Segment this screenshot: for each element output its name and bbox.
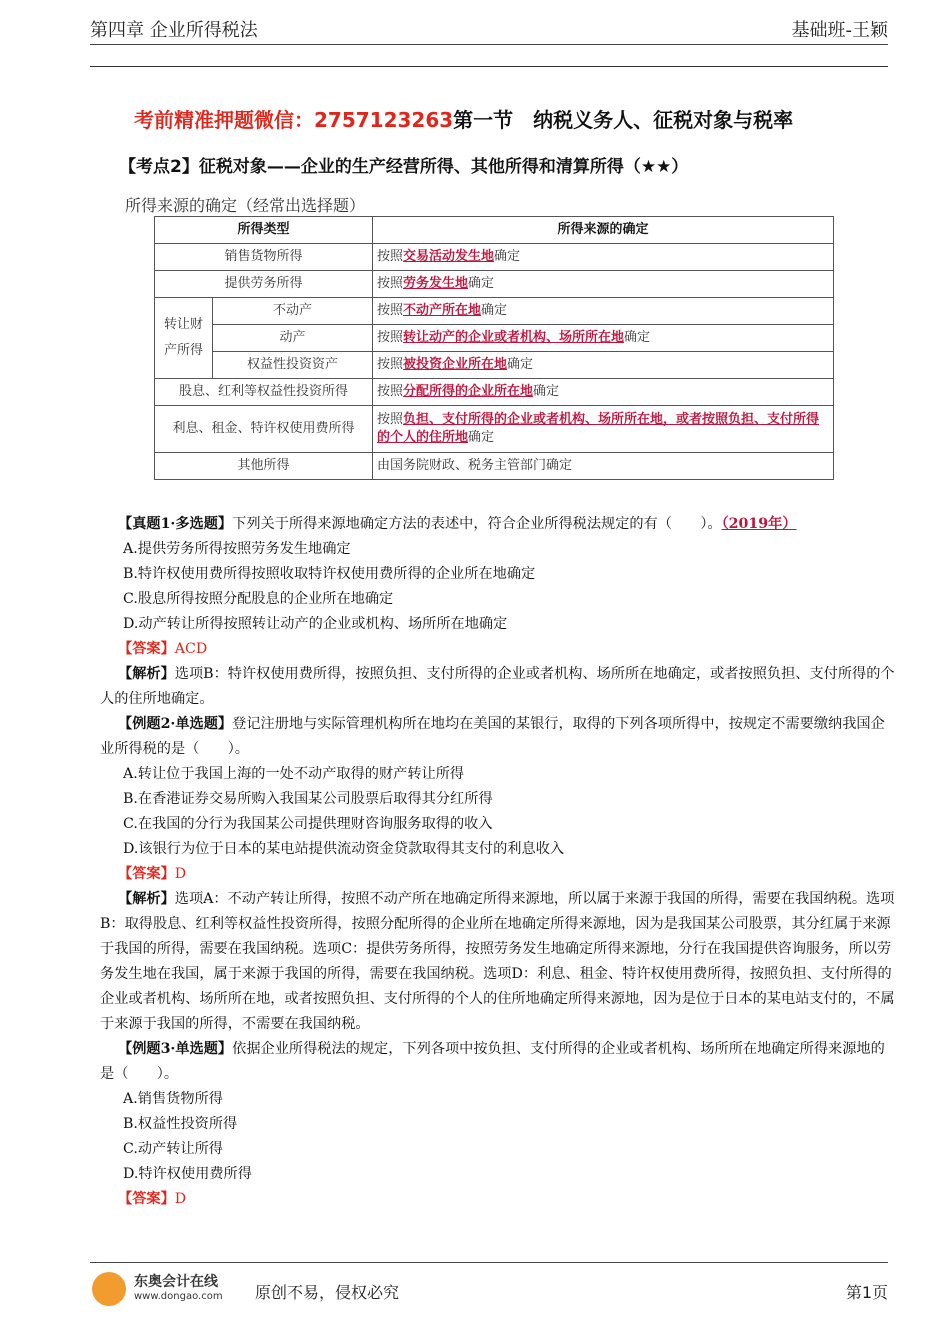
table-row — [155, 379, 834, 406]
transfer-group-label: 转让财产所得 — [155, 298, 213, 379]
income-type: 提供劳务所得 — [155, 271, 373, 298]
option: C.动产转让所得 — [123, 1141, 223, 1157]
table-caption: 所得来源的确定（经常出选择题） — [125, 196, 366, 215]
answer: 【答案】D — [118, 1191, 187, 1207]
promo-text: 考前精准押题微信：2757123263 — [134, 108, 454, 132]
option: D.动产转让所得按照转让动产的企业或机构、场所所在地确定 — [123, 616, 508, 632]
table-row — [155, 453, 834, 480]
questions-section — [100, 512, 896, 1212]
source-rule: 按照被投资企业所在地确定 — [373, 352, 834, 379]
source-rule: 按照转让动产的企业或者机构、场所所在地确定 — [373, 325, 834, 352]
explanation: 【解析】选项A：不动产转让所得，按照不动产所在地确定所得来源地，所以属于来源于我国的所得，需要在我国纳税。选项B：取得股息、红利等权益性投资所得，按照分配所得的企业所在地确定所得来源地，因为是我国某公司股票，其分红属于来源于我国的所得，需要在我国纳税。选项C：提供劳务所得，按照劳务发生地确定所得来源地，分行在我国提供咨询服务，所以劳务发生地在我国，属于来源于我国的所得，需要在我国纳税。选项D：利息、租金、特许权使用费所得，按照负担、支付所得的企业或者机构、场所所在地，或者按照负担、支付所得的个人的住所地确定所得来源地，因为是位于日本的某电站支付的，不属于来源于我国的所得，不需要在我国纳税。 — [100, 891, 895, 1032]
source-rule: 按照交易活动发生地确定 — [373, 244, 834, 271]
answer: 【答案】ACD — [118, 641, 208, 657]
income-type: 销售货物所得 — [155, 244, 373, 271]
section-title — [134, 104, 793, 133]
income-type: 不动产 — [213, 298, 373, 325]
income-source-table — [154, 216, 834, 480]
logo-name: 东奥会计在线 — [134, 1274, 218, 1290]
table-row — [155, 406, 834, 453]
option: C.在我国的分行为我国某公司提供理财咨询服务取得的收入 — [123, 816, 493, 832]
option: D.特许权使用费所得 — [123, 1166, 252, 1182]
topic-heading: 【考点2】征税对象——企业的生产经营所得、其他所得和清算所得（★★） — [119, 157, 689, 177]
table-header-type: 所得类型 — [155, 217, 373, 244]
income-type: 利息、租金、特许权使用费所得 — [155, 406, 373, 453]
source-rule: 按照不动产所在地确定 — [373, 298, 834, 325]
header-divider — [90, 66, 888, 67]
page-number: 第1页 — [845, 1283, 888, 1302]
option: B.权益性投资所得 — [123, 1116, 238, 1132]
question-1-stem: 【真题1·多选题】下列关于所得来源地确定方法的表述中，符合企业所得税法规定的有（ ）。（2019年） — [118, 516, 797, 532]
table-row — [155, 325, 834, 352]
table-row — [155, 298, 834, 325]
question-3-stem: 【例题3·单选题】依据企业所得税法的规定，下列各项中按负担、支付所得的企业或者机构、场所所在地确定所得来源地的是（ ）。 — [100, 1041, 885, 1082]
logo-url: www.dongao.com — [134, 1291, 223, 1302]
source-rule: 按照分配所得的企业所在地确定 — [373, 379, 834, 406]
copyright-slogan: 原创不易，侵权必究 — [255, 1283, 400, 1302]
explanation: 【解析】选项B：特许权使用费所得，按照负担、支付所得的企业或者机构、场所所在地确定，或者按照负担、支付所得的个人的住所地确定。 — [100, 666, 895, 707]
income-type: 其他所得 — [155, 453, 373, 480]
option: A.提供劳务所得按照劳务发生地确定 — [123, 541, 351, 557]
source-rule: 按照劳务发生地确定 — [373, 271, 834, 298]
footer-divider — [90, 1262, 888, 1263]
income-type: 权益性投资资产 — [213, 352, 373, 379]
course-label: 基础班-王颖 — [791, 20, 888, 41]
option: A.销售货物所得 — [123, 1091, 223, 1107]
table-row — [155, 352, 834, 379]
logo-icon — [92, 1272, 126, 1306]
income-type: 动产 — [213, 325, 373, 352]
chapter-title: 第四章 企业所得税法 — [90, 20, 258, 41]
source-rule: 由国务院财政、税务主管部门确定 — [373, 453, 834, 480]
option: D.该银行为位于日本的某电站提供流动资金贷款取得其支付的利息收入 — [123, 841, 565, 857]
section-heading: 第一节 纳税义务人、征税对象与税率 — [453, 108, 794, 132]
option: C.股息所得按照分配股息的企业所在地确定 — [123, 591, 394, 607]
income-type: 股息、红利等权益性投资所得 — [155, 379, 373, 406]
table-row — [155, 271, 834, 298]
source-rule: 按照负担、支付所得的企业或者机构、场所所在地，或者按照负担、支付所得的个人的住所地确定 — [373, 406, 834, 453]
answer: 【答案】D — [118, 866, 187, 882]
table-row — [155, 244, 834, 271]
option: B.特许权使用费所得按照收取特许权使用费所得的企业所在地确定 — [123, 566, 536, 582]
page-header — [90, 14, 888, 45]
option: A.转让位于我国上海的一处不动产取得的财产转让所得 — [123, 766, 465, 782]
table-header-source: 所得来源的确定 — [373, 217, 834, 244]
dongao-logo — [92, 1270, 252, 1310]
question-2-stem: 【例题2·单选题】登记注册地与实际管理机构所在地均在美国的某银行，取得的下列各项所得中，按规定不需要缴纳我国企业所得税的是（ ）。 — [100, 716, 885, 757]
option: B.在香港证券交易所购入我国某公司股票后取得其分红所得 — [123, 791, 493, 807]
